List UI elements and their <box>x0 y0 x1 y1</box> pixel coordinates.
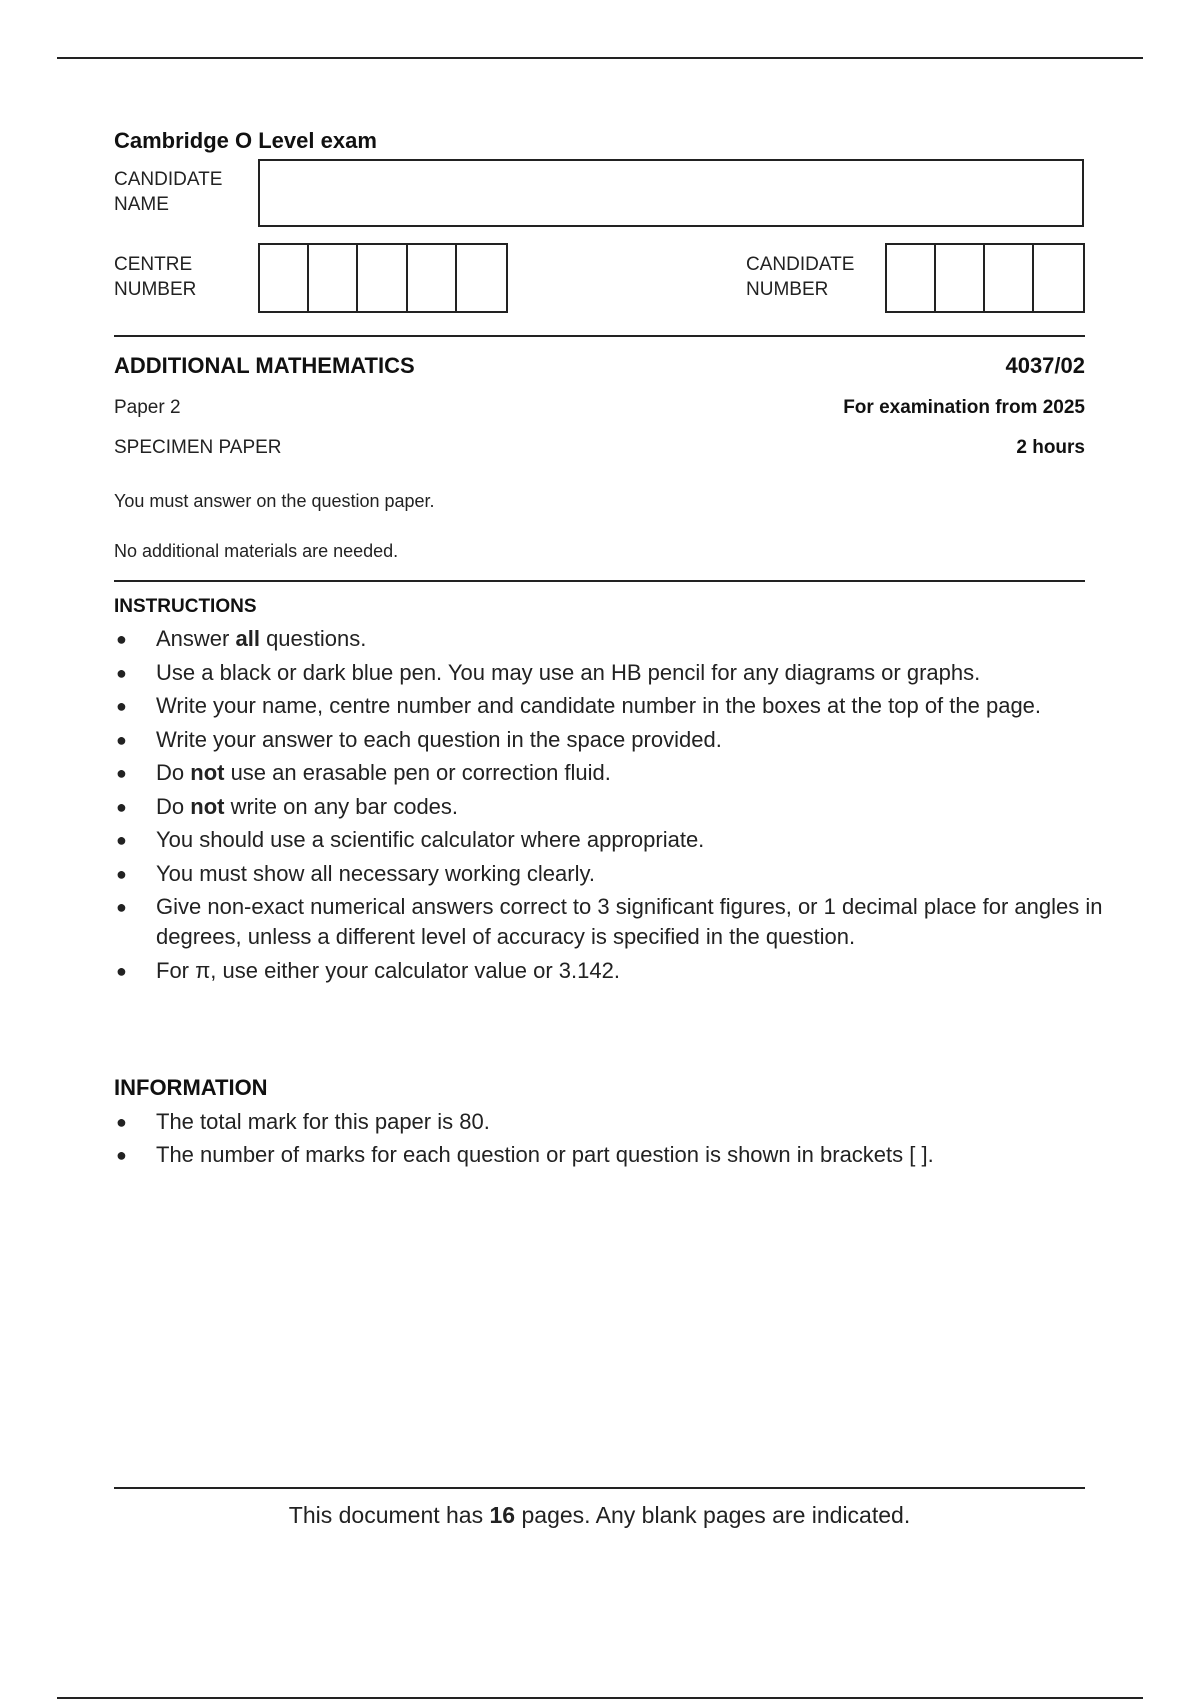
instruction-item: ● You should use a scientific calculator where appropriate. <box>114 825 1104 855</box>
candidate-name-box[interactable] <box>258 159 1084 227</box>
centre-number-boxes <box>258 243 508 313</box>
candidate-number-label <box>746 252 854 302</box>
page-bottom-rule <box>57 1697 1143 1699</box>
instruction-item: ● Write your name, centre number and candidate number in the boxes at the top of the page. <box>114 691 1104 721</box>
instruction-item: ● Answer all questions. <box>114 624 1104 654</box>
bullet-icon: ● <box>116 763 127 783</box>
candidate-number-label-line1: CANDIDATE <box>746 254 855 275</box>
instruction-item: ● For π, use either your calculator value or 3.142. <box>114 956 1104 986</box>
exam-title: Cambridge O Level exam <box>114 128 377 153</box>
exam-from: For examination from 2025 <box>843 397 1085 418</box>
page-top-rule <box>57 57 1143 59</box>
bullet-icon: ● <box>116 729 127 750</box>
bullet-icon: ● <box>116 696 127 716</box>
instructions-heading: INSTRUCTIONS <box>114 596 257 617</box>
candidate-number-digit-box[interactable] <box>1034 245 1083 311</box>
instructions-list <box>114 624 1104 990</box>
subject-title: ADDITIONAL MATHEMATICS <box>114 353 415 378</box>
information-item: ● The number of marks for each question or part question is shown in brackets [ ]. <box>114 1140 1104 1170</box>
instruction-item: ● Give non-exact numerical answers correct to 3 significant figures, or 1 decimal place for angles in degrees, unless a different level of accuracy is specified in the question. <box>116 894 1103 949</box>
header-divider <box>114 335 1085 337</box>
centre-number-digit-box[interactable] <box>260 245 309 311</box>
information-list <box>114 1107 1104 1173</box>
syllabus-code: 4037/02 <box>1005 353 1085 378</box>
centre-number-label-line2: NUMBER <box>114 279 197 300</box>
bullet-icon: ● <box>116 897 127 917</box>
answer-note: You must answer on the question paper. <box>114 491 435 511</box>
bullet-icon: ● <box>116 629 127 649</box>
candidate-name-label <box>114 167 222 217</box>
materials-note: No additional materials are needed. <box>114 541 399 561</box>
candidate-number-label-line2: NUMBER <box>746 279 829 300</box>
footer-divider <box>114 1487 1085 1489</box>
bullet-icon: ● <box>116 662 127 683</box>
candidate-number-digit-box[interactable] <box>985 245 1034 311</box>
candidate-name-label-line1: CANDIDATE <box>114 169 223 190</box>
instruction-item: ● Do not write on any bar codes. <box>114 792 1104 822</box>
paper-type: SPECIMEN PAPER <box>114 437 282 458</box>
centre-number-digit-box[interactable] <box>457 245 506 311</box>
bullet-icon: ● <box>116 796 127 817</box>
instruction-item: ● You must show all necessary working clearly. <box>114 859 1104 889</box>
instruction-item: ● Write your answer to each question in the space provided. <box>114 725 1104 755</box>
centre-number-label <box>114 252 196 302</box>
centre-number-label-line1: CENTRE <box>114 254 193 275</box>
candidate-number-digit-box[interactable] <box>887 245 936 311</box>
centre-number-digit-box[interactable] <box>309 245 358 311</box>
candidate-name-label-line2: NAME <box>114 194 169 215</box>
instruction-item: ● Use a black or dark blue pen. You may use an HB pencil for any diagrams or graphs. <box>114 658 1104 688</box>
centre-number-digit-box[interactable] <box>408 245 457 311</box>
candidate-number-digit-box[interactable] <box>936 245 985 311</box>
bullet-icon: ● <box>116 1145 127 1165</box>
instructions-divider <box>114 580 1085 582</box>
page-count-note: This document has 16 pages. Any blank pages are indicated. <box>288 1502 911 1528</box>
instruction-item: ● Do not use an erasable pen or correction fluid. <box>114 758 1104 788</box>
paper-number: Paper 2 <box>114 397 181 418</box>
information-item: ● The total mark for this paper is 80. <box>114 1107 1104 1137</box>
bullet-icon: ● <box>116 1112 127 1132</box>
duration: 2 hours <box>1016 437 1085 458</box>
information-heading: INFORMATION <box>114 1075 268 1100</box>
candidate-number-boxes <box>885 243 1085 313</box>
centre-number-digit-box[interactable] <box>358 245 407 311</box>
bullet-icon: ● <box>116 863 127 884</box>
bullet-icon: ● <box>116 830 127 850</box>
bullet-icon: ● <box>116 961 127 981</box>
